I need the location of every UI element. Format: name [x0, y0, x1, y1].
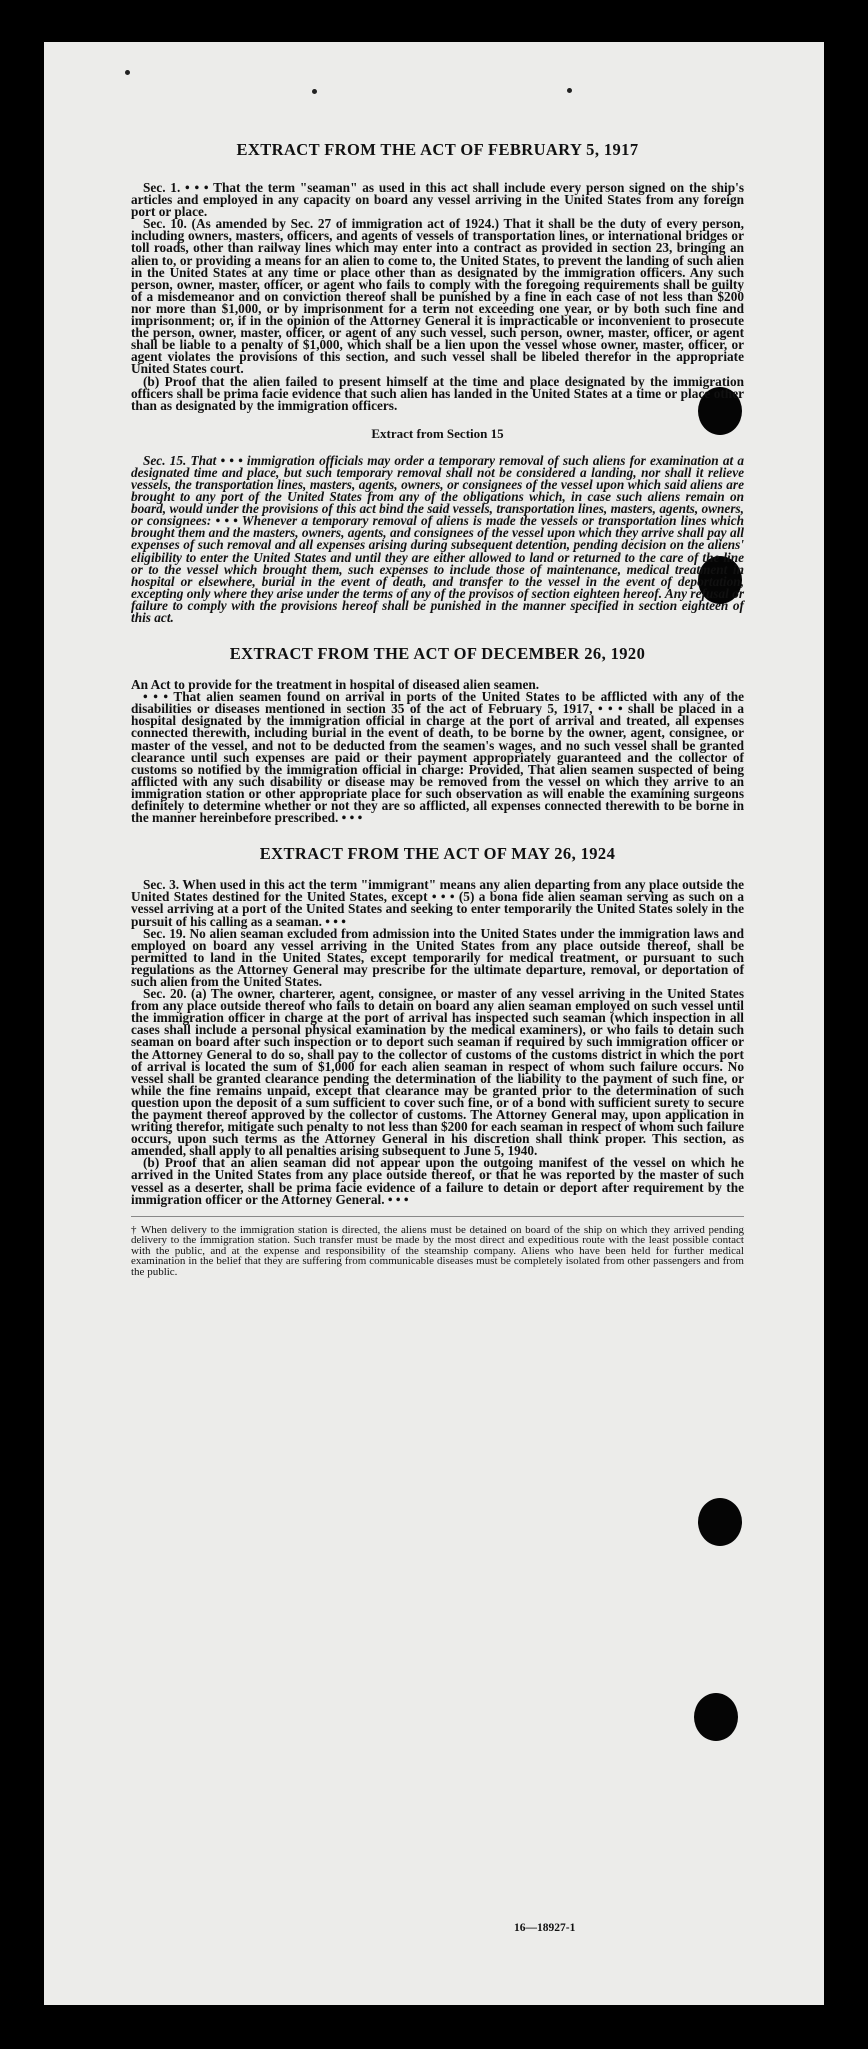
subheading-section-15: Extract from Section 15	[371, 425, 504, 441]
section-20a: Sec. 20. (a) The owner, charterer, agent, consignee, or master of any vessel arriving in the United States from any place outside thereof who fails to detain on board any alien seaman employed on such vessel until the immigration officer in charge at the port of arrival has inspected such seaman (which inspection in all cases shall include a personal physical examination by the medical examiners), or who fails to detain such seaman on board after such inspection or to deport such seaman if required by such immigration officer or the Attorney General to do so, shall pay to the collector of customs of the customs district in which the port of arrival is located the sum of $1,000 for each alien seaman in respect of whom such failure occurs. No vessel shall be granted clearance pending the determination of the liability to the payment of such fine, or while the fine remains unpaid, except that clearance may be granted prior to the determination of such question upon the deposit of a sum sufficient to cover such fine, or of a bond with sufficient surety to secure the payment thereof approved by the collector of customs. The Attorney General may, upon application in writing therefor, mitigate such penalty to not less than $200 for each seaman in respect of whom such failure occurs, upon such terms as the Attorney General in his discretion shall think proper. This section, as amended, shall apply to all penalties arising subsequent to June 5, 1940.	[131, 986, 744, 1159]
punch-mark	[567, 88, 572, 93]
section-19: Sec. 19. No alien seaman excluded from admission into the United States under the immigration laws and employed on board any vessel arriving in the United States from any place outside thereof, shall be permitted to land in the United States, except temporarily for medical treatment, or pursuant to such regulations as the Attorney General may prescribe for the ultimate departure, removal, or deportation of such alien from the United States.	[131, 925, 744, 989]
punch-mark	[312, 89, 317, 94]
section-20b: (b) Proof that an alien seaman did not appear upon the outgoing manifest of the vessel on which he arrived in the United States from any place outside thereof, or that he was reported by the master of such vessel as a deserter, shall be prima facie evidence of a failure to detain or deport after requirement by the immigration officer or the Attorney General. • • •	[131, 1155, 744, 1207]
section-1: Sec. 1. • • • That the term "seaman" as used in this act shall include every person signed on the ship's articles and employed in any capacity on board any vessel arriving in the United States from any foreign port or place.	[131, 180, 744, 220]
footnote	[131, 1216, 744, 1278]
footnote-text: † When delivery to the immigration station is directed, the aliens must be detained on board of the ship on which they arrived pending delivery to the immigration station. Such transfer must be made by the most direct and expeditious route with the least possible contact with the public, and at the expense and responsibility of the steamship company. Aliens who have been held for further medical examination in the belief that they are suffering from communicable diseases must be completely isolated from other passengers and from the public.	[131, 1223, 744, 1278]
document-page	[44, 42, 824, 2005]
act-1920-intro: An Act to provide for the treatment in hospital of diseased alien seamen.	[131, 677, 540, 693]
section-15: Sec. 15. That • • • immigration officials may order a temporary removal of such aliens for examination at a designated time and place, but such temporary removal shall not be considered a landing, nor shall it relieve vessels, the transportation lines, masters, agents, owners, or consignees of the vessel upon which said aliens are brought to any port of the United States from any of the obligations which, in case such aliens remain on board, would under the provisions of this act bind the said vessels, transportation lines, masters, agents, owners, or consignees: • • • Whenever a temporary removal of aliens is made the vessels or transportation lines which brought them and the masters, owners, agents, and consignees of the vessel upon which they arrive shall pay all expenses of such removal and all expenses arising during subsequent detention, pending decision on the aliens' eligibility to enter the United States and until they are either allowed to land or returned to the care of the line or to the vessel which brought them, such expenses to include those of maintenance, medical treatment in hospital or elsewhere, burial in the event of death, and transfer to the vessel in the event of deportation, excepting only where they arise under the terms of any of the provisos of section eighteen hereof. Any refusal or failure to comply with the provisions hereof shall be punished in the manner specified in section eighteen of this act.	[131, 452, 744, 625]
heading-act-1917: EXTRACT FROM THE ACT OF FEBRUARY 5, 1917	[236, 140, 639, 159]
section-10a: Sec. 10. (As amended by Sec. 27 of immigration act of 1924.) That it shall be the duty of every person, including owners, masters, officers, and agents of vessels of transportation lines, or international bridges or toll roads, other than railway lines which may enter into a contract as provided in section 23, bringing an alien to, or providing a means for an alien to come to, the United States, to prevent the landing of such alien in the United States at any time or place other than as designated by the immigration officers. Any such person, owner, master, officer, or agent who fails to comply with the foregoing requirements shall be guilty of a misdemeanor and on conviction thereof shall be punished by a fine in each case of not less than $200 nor more than $1,000, or by imprisonment for a term not exceeding one year, or by both such fine and imprisonment; or, if in the opinion of the Attorney General it is impracticable or inconvenient to prosecute the person, owner, master, officer, or agent of any such vessel, such person, owner, master, officer, or agent shall be liable to a penalty of $1,000, which shall be a lien upon the vessel whose owner, master, officer, or agent violates the provisions of this section, and such vessel shall be libeled therefor in the appropriate United States court.	[131, 216, 744, 377]
ink-blot	[698, 1498, 742, 1546]
act-1920-text: • • • That alien seamen found on arrival in ports of the United States to be afflicted with any of the disabilities or diseases mentioned in section 35 of the act of February 5, 1917, • • • shall be placed in a hospital designated by the immigration official in charge at the port of arrival and treated, all expenses connected therewith, including burial in the event of death, to be borne by the owner, agent, consignee, or master of the vessel, and not to be deducted from the seamen's wages, and no such vessel shall be granted clearance until such expenses are paid or their payment appropriately guaranteed and the collector of customs so notified by the immigration official in charge: Provided, That alien seamen suspected of being afflicted with any such disability or disease may be removed from the vessel on which they arrive to an immigration station or other appropriate place for such observation as will enable the examining surgeons definitely to determine whether or not they are so afflicted, all expenses connected therewith to be borne in the manner hereinbefore prescribed. • • •	[131, 689, 744, 826]
ink-blot	[694, 1693, 738, 1741]
document-body	[131, 140, 744, 1277]
heading-act-1924: EXTRACT FROM THE ACT OF MAY 26, 1924	[259, 844, 616, 864]
document-number: 16—18927-1	[514, 1922, 576, 1934]
section-10b: (b) Proof that the alien failed to present himself at the time and place designated by the immigration officers shall be prima facie evidence that such alien has landed in the United States at a time or place other than as designated by the immigration officers.	[131, 373, 744, 413]
punch-mark	[125, 70, 130, 75]
heading-act-1920: EXTRACT FROM THE ACT OF DECEMBER 26, 1920	[229, 644, 646, 664]
section-3: Sec. 3. When used in this act the term "immigrant" means any alien departing from any place outside the United States destined for the United States, except • • • (5) a bona fide alien seaman serving as such on a vessel arriving at a port of the United States and seeking to enter temporarily the United States solely in the pursuit of his calling as a seaman. • • •	[131, 877, 744, 929]
